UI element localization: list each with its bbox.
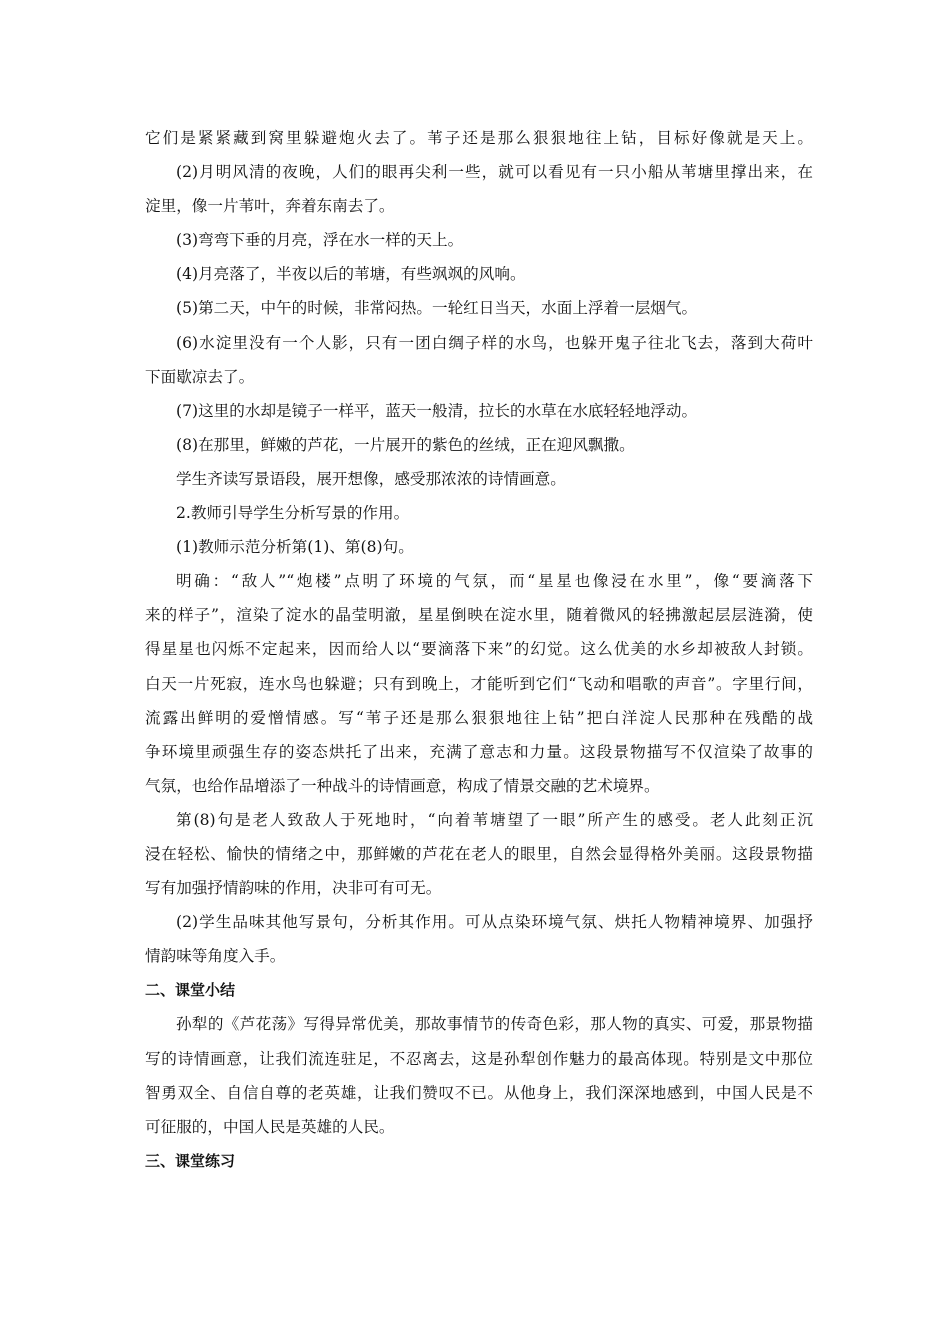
section-heading: 三、课堂练习 xyxy=(145,1151,236,1170)
text-line: 来的样子”，渲染了淀水的晶莹明澈，星星倒映在淀水里，随着微风的轻拂激起层层涟漪，使 xyxy=(145,606,813,625)
text-line: (6)水淀里没有一个人影，只有一团白绸子样的水鸟，也躲开鬼子往北飞去，落到大荷叶 xyxy=(176,333,813,352)
text-line: 智勇双全、自信自尊的老英雄，让我们赞叹不已。从他身上，我们深深地感到，中国人民是不 xyxy=(145,1083,813,1102)
text-line: 气氛，也给作品增添了一种战斗的诗情画意，构成了情景交融的艺术境界。 xyxy=(145,776,660,795)
text-line: (7)这里的水却是镜子一样平，蓝天一般清，拉长的水草在水底轻轻地浮动。 xyxy=(176,401,698,420)
section-heading: 二、课堂小结 xyxy=(145,981,236,1000)
text-line: 学生齐读写景语段，展开想像，感受那浓浓的诗情画意。 xyxy=(176,469,566,488)
document-body xyxy=(145,121,813,1178)
text-line: 流露出鲜明的爱憎情感。写“苇子还是那么狠狠地往上钻”把白洋淀人民那种在残酷的战 xyxy=(145,708,813,727)
text-line: (5)第二天，中午的时候，非常闷热。一轮红日当天，水面上浮着一层烟气。 xyxy=(176,299,698,318)
text-line: (2)学生品味其他写景句，分析其作用。可从点染环境气氛、烘托人物精神境界、加强抒 xyxy=(176,913,813,932)
text-line: (8)在那里，鲜嫩的芦花，一片展开的紫色的丝绒，正在迎风飘撒。 xyxy=(176,435,635,454)
text-line: 情韵味等角度入手。 xyxy=(145,947,286,966)
text-line: 浸在轻松、愉快的情绪之中，那鲜嫩的芦花在老人的眼里，自然会显得格外美丽。这段景物描 xyxy=(145,844,813,863)
text-line: 写的诗情画意，让我们流连驻足，不忍离去，这是孙犁创作魅力的最高体现。特别是文中那位 xyxy=(145,1049,813,1068)
text-line: 争环境里顽强生存的姿态烘托了出来，充满了意志和力量。这段景物描写不仅渲染了故事的 xyxy=(145,742,813,761)
text-line: 写有加强抒情韵味的作用，决非可有可无。 xyxy=(145,879,442,898)
text-line: (2)月明风清的夜晚，人们的眼再尖利一些，就可以看见有一只小船从苇塘里撑出来，在 xyxy=(176,163,813,182)
text-line: 明确：“敌人”“炮楼”点明了环境的气氛，而“星星也像浸在水里”，像“要滴落下 xyxy=(176,572,813,591)
text-line: (4)月亮落了，半夜以后的苇塘，有些飒飒的风响。 xyxy=(176,265,526,284)
text-line: 孙犁的《芦花荡》写得异常优美，那故事情节的传奇色彩，那人物的真实、可爱，那景物描 xyxy=(176,1015,813,1034)
text-line: (1)教师示范分析第(1)、第(8)句。 xyxy=(176,538,414,557)
text-line: 淀里，像一片苇叶，奔着东南去了。 xyxy=(145,197,395,216)
text-line: 可征服的，中国人民是英雄的人民。 xyxy=(145,1117,395,1136)
text-line: 第(8)句是老人致敌人于死地时，“向着苇塘望了一眼”所产生的感受。老人此刻正沉 xyxy=(176,810,813,829)
text-line: 下面歇凉去了。 xyxy=(145,367,255,386)
text-line: 2.教师引导学生分析写景的作用。 xyxy=(176,504,410,523)
text-line: 白天一片死寂，连水鸟也躲避；只有到晚上，才能听到它们“飞动和唱歌的声音”。字里行间， xyxy=(145,674,813,693)
text-line: 它们是紧紧藏到窝里躲避炮火去了。苇子还是那么狠狠地往上钻，目标好像就是天上。 xyxy=(145,129,813,147)
text-line: 得星星也闪烁不定起来，因而给人以“要滴落下来”的幻觉。这么优美的水乡却被敌人封锁。 xyxy=(145,640,813,659)
text-line: (3)弯弯下垂的月亮，浮在水一样的天上。 xyxy=(176,231,464,250)
